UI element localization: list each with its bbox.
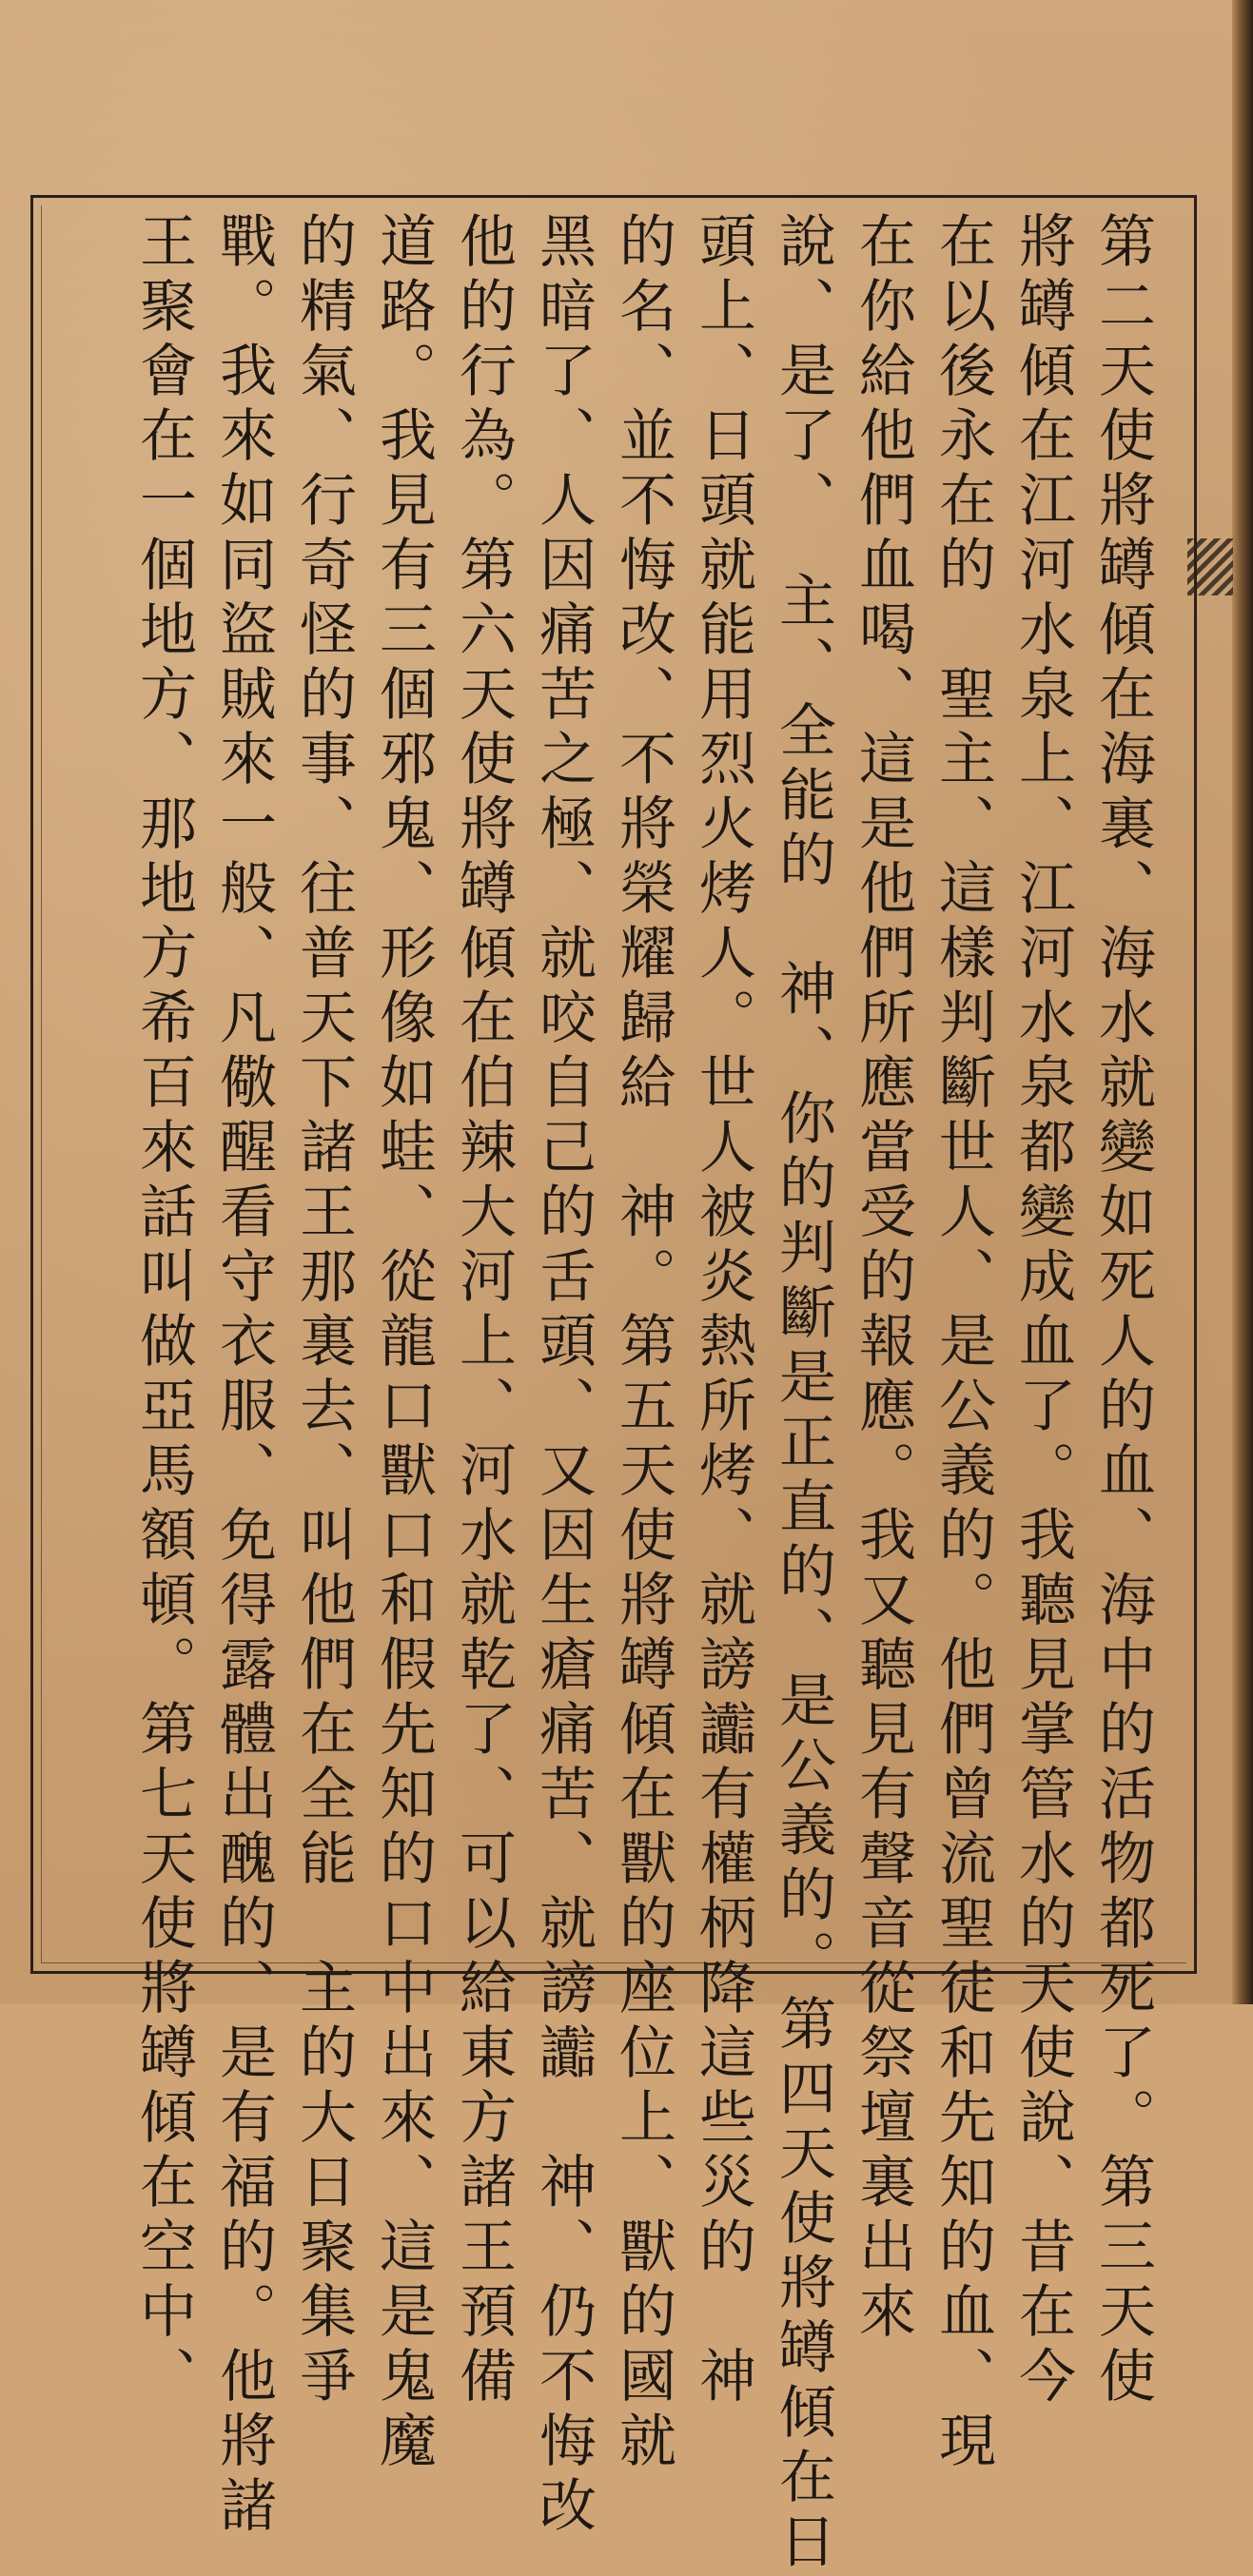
text-column: 黑暗了、人因痛苦之極、就咬自己的舌頭、又因生瘡痛苦、就謗讟 神、仍不悔改 bbox=[530, 211, 597, 2540]
text-column: 他的行為。第六天使將罇傾在伯辣大河上、河水就乾了、可以給東方諸王預備 bbox=[450, 211, 517, 2410]
text-column: 王聚會在一個地方、那地方希百來話叫做亞馬額頓。第七天使將罇傾在空中、 bbox=[130, 211, 197, 2410]
text-column: 頭上、日頭就能用烈火烤人。世人被炎熱所烤、就謗讟有權柄降這些災的 神 bbox=[690, 211, 756, 2410]
text-column: 道路。我見有三個邪鬼、形像如蛙、從龍口獸口和假先知的口中出來、這是鬼魔 bbox=[370, 211, 437, 2475]
text-column: 的精氣、行奇怪的事、往普天下諸王那裏去、叫他們在全能 主的大日聚集爭 bbox=[290, 211, 357, 2410]
text-column: 在以後永在的 聖主、這樣判斷世人、是公義的。他們曾流聖徒和先知的血、現 bbox=[930, 211, 996, 2475]
text-column: 將罇傾在江河水泉上、江河水泉都變成血了。我聽見掌管水的天使說、昔在今 bbox=[1009, 211, 1076, 2410]
text-column: 在你給他們血喝、這是他們所應當受的報應。我又聽見有聲音從祭壇裏出來 bbox=[850, 211, 916, 2346]
edge-tab-marker bbox=[1187, 538, 1233, 595]
text-column: 戰。我來如同盜賊來一般、凡儆醒看守衣服、免得露體出醜的、是有福的。他將諸 bbox=[210, 211, 277, 2540]
text-column: 第二天使將罇傾在海裏、海水就變如死人的血、海中的活物都死了。第三天使 bbox=[1089, 211, 1156, 2410]
book-binding-edge bbox=[1232, 0, 1253, 2004]
vertical-text-block bbox=[124, 211, 1163, 2576]
text-column: 說、是了、 主、全能的 神、你的判斷是正直的、是公義的。第四天使將罇傾在日 bbox=[770, 211, 836, 2576]
text-column: 的名、並不悔改、不將榮耀歸給 神。第五天使將罇傾在獸的座位上、獸的國就 bbox=[610, 211, 676, 2475]
